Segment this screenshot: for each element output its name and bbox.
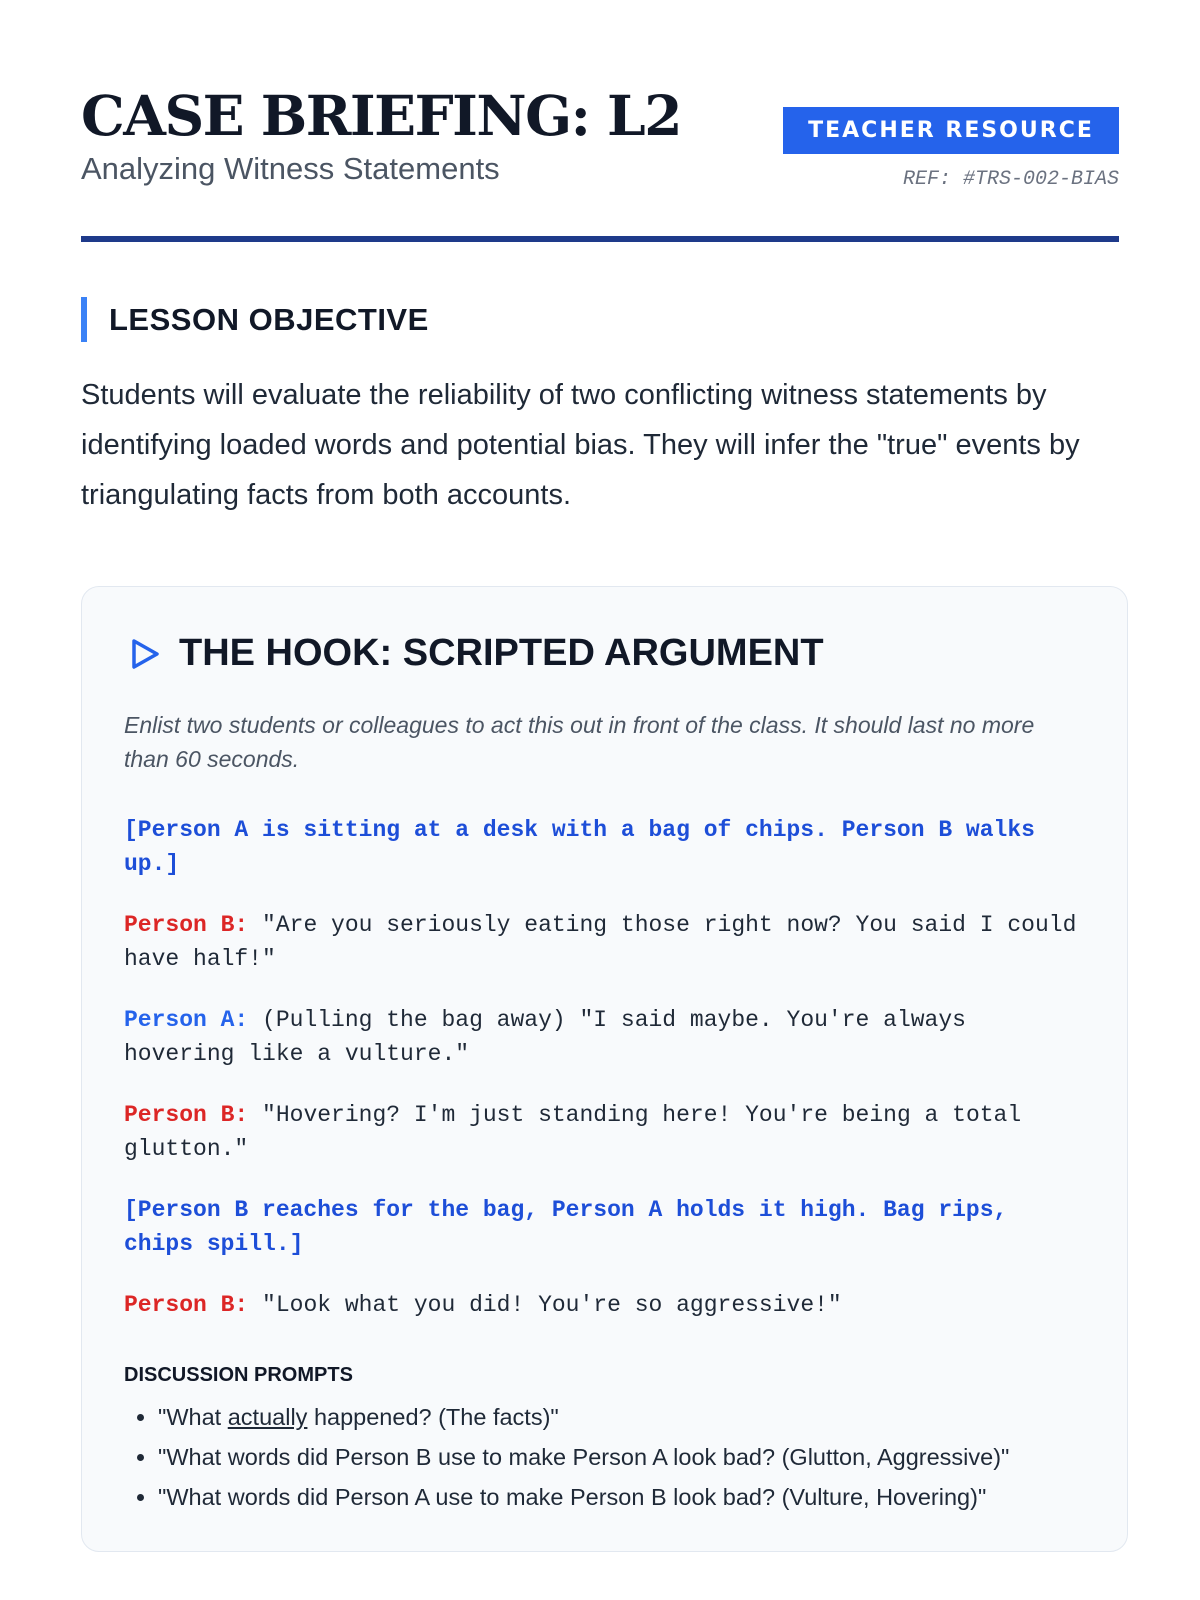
lesson-objective-text: Students will evaluate the reliability of two conflicting witness statements by identifying loaded words and potential bias. They will infer the "true" events by triangulating facts from both accounts. — [81, 379, 1080, 511]
speaker-label-a: Person A: — [124, 1007, 249, 1033]
dialogue-text: "Are you seriously eating those right now? You said I could have half!" — [124, 912, 1077, 972]
discussion-prompt — [158, 1397, 1138, 1437]
script-line — [124, 1098, 1084, 1166]
stage-direction-text: [Person A is sitting at a desk with a bag of chips. Person B walks up.] — [124, 817, 1035, 877]
hook-card — [81, 586, 1128, 1552]
header — [81, 84, 1119, 242]
discussion-prompt: • "What words did Person B use to make Person A look bad? (Glutton, Aggressive)" — [158, 1437, 1138, 1477]
dialogue-text: "Look what you did! You're so aggressive!" — [248, 1292, 842, 1318]
discussion-prompts-list — [124, 1397, 1138, 1517]
play-icon — [125, 635, 163, 673]
page-subtitle: Analyzing Witness Statements — [81, 151, 500, 186]
dialogue-text: "Hovering? I'm just standing here! You're being a total glutton." — [124, 1102, 1022, 1162]
speaker-label-b: Person B: — [124, 912, 249, 938]
script-line — [124, 908, 1084, 976]
script-line — [124, 1288, 1084, 1322]
script-line — [124, 1003, 1084, 1071]
prompt-emphasis: actually — [227, 1404, 308, 1430]
dialogue-text: (Pulling the bag away) "I said maybe. You're always hovering like a vulture." — [124, 1007, 966, 1067]
hook-instructions: Enlist two students or colleagues to act this out in front of the class. It should last no more than 60 seconds. — [124, 712, 1035, 772]
discussion-prompt: • "What words did Person A use to make Person B look bad? (Vulture, Hovering)" — [158, 1477, 1138, 1517]
stage-direction-text: [Person B reaches for the bag, Person A holds it high. Bag rips, chips spill.] — [124, 1197, 1008, 1257]
discussion-prompts-heading: DISCUSSION PROMPTS — [124, 1364, 353, 1386]
teacher-resource-badge: TEACHER RESOURCE — [783, 107, 1119, 154]
header-divider — [81, 236, 1119, 242]
hook-heading-block — [125, 632, 824, 675]
speaker-label-b: Person B: — [124, 1292, 249, 1318]
stage-direction — [124, 1193, 1084, 1261]
hook-heading: THE HOOK: SCRIPTED ARGUMENT — [179, 632, 824, 674]
prompt-text-before: "What — [158, 1404, 228, 1430]
page-title: CASE BRIEFING: L2 — [81, 83, 681, 148]
lesson-objective-heading: LESSON OBJECTIVE — [109, 301, 429, 337]
argument-script — [124, 813, 1084, 1349]
speaker-label-b: Person B: — [124, 1102, 249, 1128]
lesson-objective-heading-block — [81, 297, 429, 342]
stage-direction — [124, 813, 1084, 881]
reference-code: REF: #TRS-002-BIAS — [902, 168, 1119, 191]
prompt-text-after: happened? (The facts)" — [307, 1404, 559, 1430]
